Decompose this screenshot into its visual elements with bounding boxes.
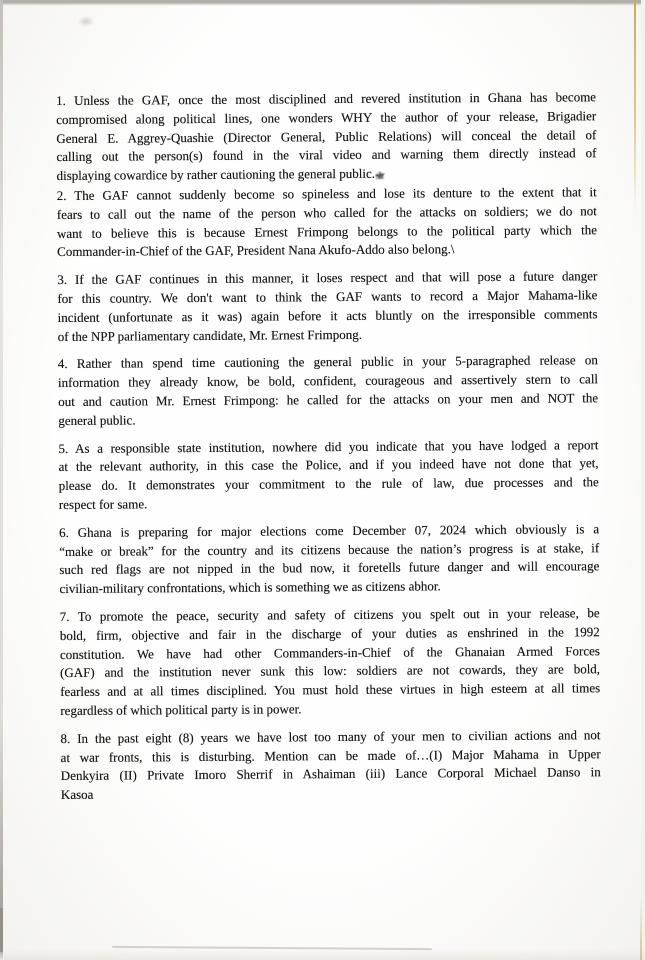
paragraph-8	[60, 726, 601, 805]
paper-edge-right	[641, 0, 645, 960]
text-line: fears to call out the name of the person who called for the attacks on soldiers; we do not	[56, 203, 597, 222]
paragraph-3	[57, 267, 598, 346]
text-line: 3. If the GAF continues in this manner, it loses respect and that will pose a future danger	[57, 268, 598, 288]
paper-edge-bottom-shadow	[0, 948, 645, 960]
text-line: compromised along political lines, one wonders WHY the author of your release, Brigadier	[56, 108, 597, 127]
paper-edge-left	[0, 0, 3, 960]
text-line: general public.	[58, 412, 136, 428]
text-line: out and caution Mr. Ernest Frimpong: he called for the attacks on your men and NOT the	[58, 390, 599, 409]
document-text	[56, 88, 601, 805]
paper-corner-bottom-right	[640, 896, 642, 960]
paragraph-5	[58, 436, 599, 515]
paragraph-7	[60, 604, 601, 721]
text-line: Commander-in-Chief of the GAF, President Nana Akufo-Addo also belong.\	[57, 241, 455, 260]
text-line: at war fronts, this is disturbing. Mention can be made of…(I) Major Mahama in Upper	[60, 745, 601, 765]
text-line: regardless of which political party is in power.	[60, 701, 302, 718]
paragraph-4	[58, 352, 599, 431]
text-line: Denkyira (II) Private Imoro Sherrif in Ashaiman (iii) Lance Corporal Michael Danso in	[60, 764, 601, 784]
text-line: at the relevant authority, in this case the Police, and if you indeed have not done that yet,	[58, 455, 599, 475]
text-line: want to believe this is because Ernest Frimpong belongs to the political party which the	[56, 221, 598, 241]
text-line: displaying cowardice by rather cautioning the general public.slr	[57, 163, 597, 187]
text-line: (GAF) and the institution never sunk this low: soldiers are not cowards, they are bold,	[60, 661, 601, 681]
paragraph-2	[57, 183, 598, 262]
text-line: incident (unfortunate as it was) again before it acts bluntly on the irresponsible comments	[57, 305, 598, 325]
text-line: calling out the person(s) found in the viral video and warning them directly instead of	[56, 145, 597, 165]
ink-smudge: slr	[375, 169, 385, 183]
text-line: “make or break” for the country and its citizens because the nation’s progress is at stake, if	[59, 539, 600, 559]
paragraph-1	[56, 88, 597, 187]
text-line: bold, firm, objective and fair in the discharge of your duties as enshrined in the 1992	[59, 623, 600, 643]
text-line: such red flags are not nipped in the bud now, it foretells future danger and will encourage	[59, 558, 600, 578]
text-line: 7. To promote the peace, security and safety of citizens you spelt out in your release, be	[59, 605, 600, 624]
text-line: for this country. We don't want to think the GAF wants to record a Major Mahama-like	[57, 287, 598, 306]
text-line: Kasoa	[60, 786, 94, 803]
text-line: 8. In the past eight (8) years we have lost too many of your men to civilian actions and not	[60, 726, 601, 746]
text-line: General E. Aggrey-Quashie (Director General, Public Relations) will conceal the detail of	[56, 126, 597, 146]
text-line: 4. Rather than spend time cautioning the general public in your 5-paragraphed release on	[57, 352, 598, 372]
text-line: respect for same.	[58, 496, 148, 512]
text-line: information they already know, be bold, confident, courageous and assertively stern to call	[57, 371, 599, 391]
ink-smudge-top	[78, 16, 94, 27]
text-line: 2. The GAF cannot suddenly become so spineless and lose its denture to the extent that it	[56, 184, 597, 203]
paper-edge-top	[0, 0, 645, 6]
text-line: fearless and at all times disciplined. You must hold these virtues in high esteem at all times	[60, 680, 601, 700]
paper-corner-bottom-left	[0, 908, 3, 952]
text-line: constitution. We have had other Commanders-in-Chief of the Ghanaian Armed Forces	[59, 642, 600, 662]
paragraph-6	[59, 520, 600, 599]
text-line: please do. It demonstrates your commitment to the rule of law, due processes and the	[58, 474, 599, 494]
text-line: civilian-military confrontations, which is something we as citizens abhor.	[59, 578, 441, 597]
text-line: 1. Unless the GAF, once the most disciplined and revered institution in Ghana has become	[56, 89, 597, 108]
text-line: 5. As a responsible state institution, nowhere did you indicate that you have lodged a report	[58, 436, 599, 456]
paper-edge-tan-line	[634, 0, 636, 215]
text-line: of the NPP parliamentary candidate, Mr. Ernest Frimpong.	[57, 326, 362, 344]
text-line: 6. Ghana is preparing for major elections come December 07, 2024 which obviously is a	[59, 520, 600, 540]
